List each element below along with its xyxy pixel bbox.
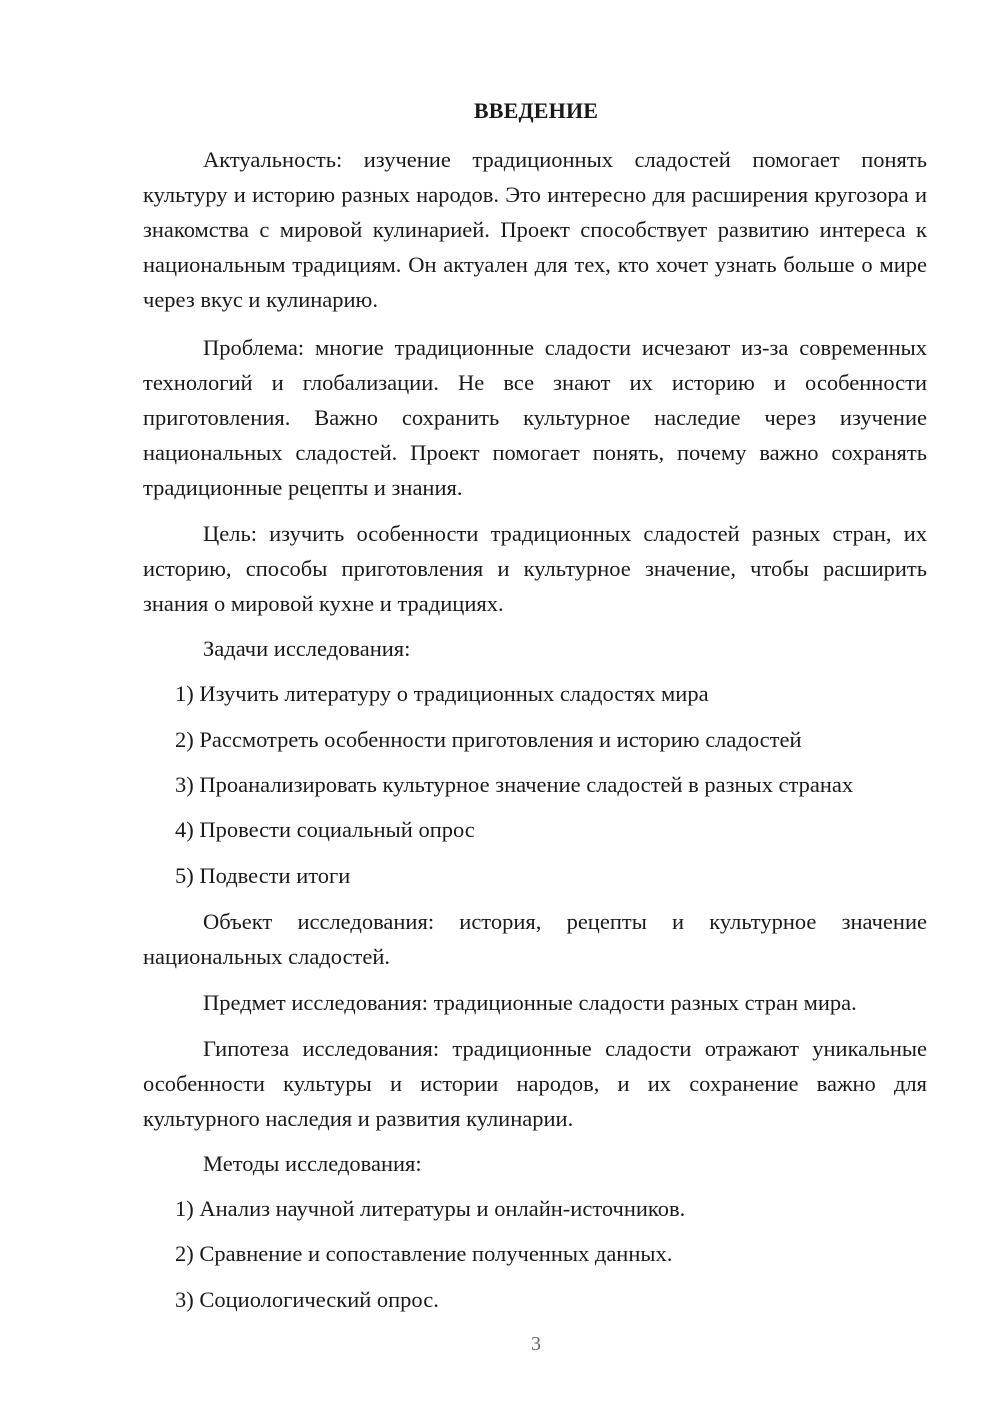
list-item: 2) Рассмотреть особенности приготовления и историю сладостей xyxy=(175,727,802,752)
relevance-paragraph: Актуальность: изучение традиционных сладостей помогает понять культуру и историю разных народов. Это интересно для расширения кругозора и знакомства с мировой кулинарией. Проект способствует развитию интереса к национальным традициям. Он актуален для тех, кто хочет узнать больше о мире через вкус и кулинарию. xyxy=(143,147,927,312)
list-item: 3) Социологический опрос. xyxy=(175,1287,439,1312)
hypothesis-paragraph: Гипотеза исследования: традиционные сладости отражают уникальные особенности культуры и истории народов, и их сохранение важно для культурного наследия и развития кулинарии. xyxy=(143,1036,927,1131)
object-paragraph: Объект исследования: история, рецепты и культурное значение национальных сладостей. xyxy=(143,909,927,969)
tasks-heading: Задачи исследования: xyxy=(203,636,411,661)
list-item: 5) Подвести итоги xyxy=(175,863,351,888)
problem-paragraph: Проблема: многие традиционные сладости исчезают из-за современных технологий и глобализации. Не все знают их историю и особенности приготовления. Важно сохранить культурное наследие через изучение национальных сладостей. Проект помогает понять, почему важно сохранять традиционные рецепты и знания. xyxy=(143,335,927,500)
subject-paragraph: Предмет исследования: традиционные сладости разных стран мира. xyxy=(203,990,857,1015)
list-item: 3) Проанализировать культурное значение сладостей в разных странах xyxy=(175,772,854,797)
list-item: 1) Изучить литературу о традиционных сладостях мира xyxy=(175,681,709,706)
goal-paragraph: Цель: изучить особенности традиционных сладостей разных стран, их историю, способы приготовления и культурное значение, чтобы расширить знания о мировой кухне и традициях. xyxy=(143,521,927,616)
list-item: 4) Провести социальный опрос xyxy=(175,817,475,842)
methods-heading: Методы исследования: xyxy=(203,1151,422,1176)
list-item: 1) Анализ научной литературы и онлайн-источников. xyxy=(175,1196,686,1221)
page-number: 3 xyxy=(531,1333,541,1355)
page-title: ВВЕДЕНИЕ xyxy=(473,98,599,123)
list-item: 2) Сравнение и сопоставление полученных данных. xyxy=(175,1241,673,1266)
